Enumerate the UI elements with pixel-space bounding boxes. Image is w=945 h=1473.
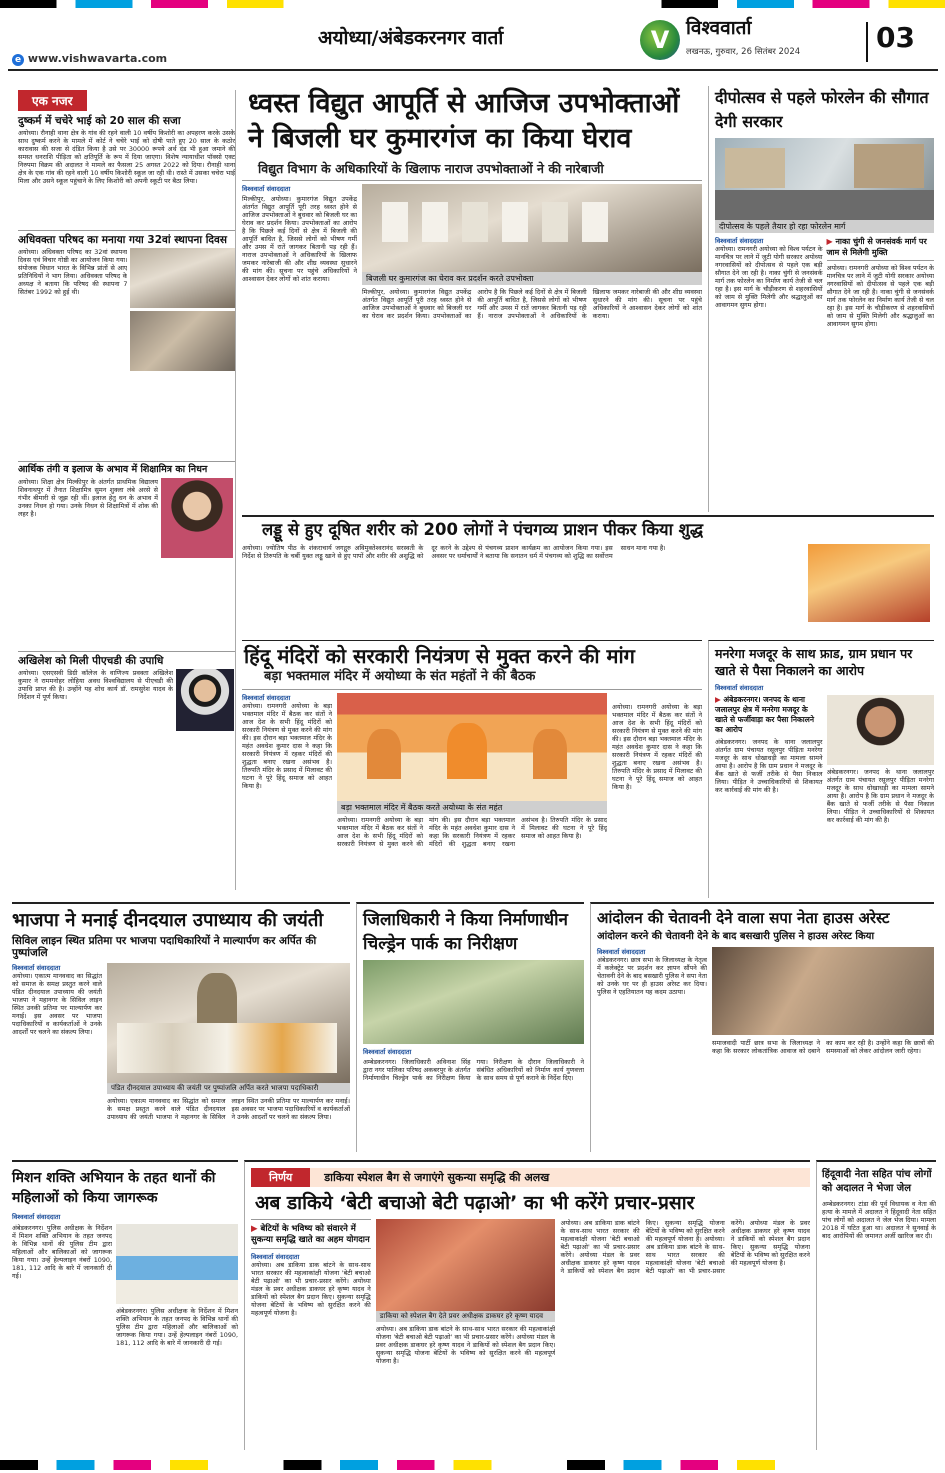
mgnrega-photo [827,695,935,765]
laddu-body: अयोध्या। ज्योतिष पीठ के शंकराचार्य जगद्गुरु अविमुक्तेश्वरानंद सरस्वती के निर्देश से तिरुपति के चर्बी युक्त लड्डू खाने से हुए पापों और शरीर की अशुद्धि को दूर करने के उद्देश्य से पंचगव्य प्राशन कार्यक्रम का आयोजन किया गया। इस अवसर पर धर्माचार्यों ने बताया कि सनातन धर्म में पंचगव्य को शुद्धि का सर्वोत्तम साधन माना गया है। [242,543,666,560]
bjp-headline[interactable]: भाजपा ने मनाई दीनदयाल उपाध्याय की जयंती [12,910,324,931]
dateline: लखनऊ, गुरुवार, 26 सितंबर 2024 [686,47,801,57]
sp-headline[interactable]: आंदोलन की चेतावनी देने वाला सपा नेता हाउस अरेस्ट [597,909,890,927]
temple-headline[interactable]: हिंदू मंदिरों को सरकारी नियंत्रण से मुक्त करने की मांग [244,644,635,668]
akhilesh-photo [176,669,234,731]
park-photo [363,960,584,1044]
story-shikshamitra [18,465,235,648]
post-photo-caption: डाकिया को स्पेशल बैग देते प्रवर अधीक्षक डाकघर हरे कृष्ण यादव [376,1311,556,1322]
ek-nazar-column [18,90,236,890]
park-body: अम्बेडकरनगर। जिलाधिकारी अविनाश सिंह द्वारा नगर पालिका परिषद अकबरपुर के अंतर्गत निर्माणाधीन चिल्ड्रेन पार्क का निरीक्षण किया गया। निरीक्षण के दौरान जिलाधिकारी ने संबंधित अधिकारियों को निर्माण कार्य गुणवत्ता के साथ समय से पूर्ण कराने के निर्देश दिए। [363,1058,584,1082]
fourlane-photo-caption: दीपोत्सव के पहले तैयार हो रहा फोरलेन मार्ग [715,220,934,233]
headline[interactable]: दुष्कर्म में चचेरे भाई को 20 साल की सजा [18,115,181,127]
court-story [816,1160,936,1450]
temple-subheadline: बड़ा भक्तमाल मंदिर में अयोध्या के संत महंतों ने की बैठक [264,669,536,684]
masthead-rule [8,69,938,71]
temple-photo [337,693,607,801]
mgnrega-headline[interactable]: मनरेगा मजदूर के साथ फ्राड, ग्राम प्रधान पर खाते से पैसा निकालने का आरोप [715,646,913,678]
story-dushkarm [18,115,235,227]
post-body-col2: अयोध्या। अब डाकिया डाक बांटने के साथ-साथ भारत सरकार की महत्वाकांक्षी योजना 'बेटी बचाओ बेटी पढ़ाओ' का भी प्रचार-प्रसार करेंगे। अयोध्या मंडल के प्रवर अधीक्षक डाकघर हरे कृष्ण यादव ने डाकियों को स्पेशल बैग प्रदान किए। सुकन्या समृद्धि योजना बेटियों के भविष्य को सुरक्षित करने की महत्वपूर्ण योजना है। [375,1324,556,1365]
website-url[interactable]: www.vishwavarta.com [27,52,168,65]
mission-body-col1: अंबेडकरनगर। पुलिस अधीक्षक के निर्देशन में मिशन शक्ति अभियान के तहत जनपद के विभिन्न थानों की पुलिस टीम द्वारा महिलाओं और बालिकाओं को जागरूक किया गया। उन्हें हेल्पलाइन नंबरों 1090, 181, 112 आदि के बारे में जानकारी दी गई। [12,1224,112,1280]
story-body: अयोध्या। रौनाही थाना क्षेत्र के गांव की रहने वाली 10 वर्षीय किशोरी का अपहरण करके उसके साथ दुष्कर्म करने के मामले में कोर्ट ने चचेरे भाई को दोषी पाते हुए 20 साल के कठोर कारावास की सजा से दंडित किया है उसे पर 30000 रूपये अर्थ दंड भी हुआ जमाने की समस्त धनराशि पीड़िता को क्षतिपूर्ति के रूप में दिया जाएगा। विशेष न्यायाधीश पॉक्सो एक्ट निरुपमा विक्रम की अदालत ने मामले का फैसला 25 अगस्त 2022 को दिया। रौनाही थाना क्षेत्र के एक गांव की रहने वाली 10 वर्षीय किशोरी स्कूल जा रही थी। रास्ते में उसका चचेरा भाई मिला और उसने स्कूल पहुंचाने के लिए किशोरी को अपनी स्कूटी पर बैठा लिया। [18,129,235,186]
bjp-subheadline: सिविल लाइन स्थित प्रतिमा पर भाजपा पदाधिकारियों ने माल्यार्पण कर अर्पित की पुष्पांजलि [12,935,317,960]
mgnrega-story [708,640,934,898]
sp-photo [712,947,934,1035]
lead-headline[interactable]: ध्वस्त विद्युत आपूर्ति से आजिज उपभोक्ताओं ने बिजली घर कुमारगंज का किया घेराव [248,88,680,154]
story-akhilesh-phd [18,655,235,769]
sp-subheadline: आंदोलन करने की चेतावनी देने के बाद बसखारी पुलिस ने हाउस अरेस्ट किया [597,931,875,943]
court-headline[interactable]: हिंदूवादी नेता सहित पांच लोगों को अदालत ने भेजा जेल [822,1169,932,1194]
fourlane-body-col2: अयोध्या। रामनगरी अयोध्या को विश्व पर्यटन के मानचित्र पर लाने में जुटी योगी सरकार अयोध्या नगरवासियों को दीपोत्सव से पहले एक बड़ी सौगात देने जा रही है। नाका चुंगी से जनसंवर्क मार्ग तक फोरलेन का निर्माण कार्य तेजी से चल रहा है। इस मार्ग के चौड़ीकरण से शहरवासियों को जाम से मुक्ति मिलेगी और श्रद्धालुओं का आवागमन सुगम होगा। [826,264,934,328]
post-pull-quote: ▶ बेटियों के भविष्य को संवारने में सुकन्या समृद्धि खाते का अहम योगदान [251,1219,371,1249]
sp-body-col2: समाजवादी पार्टी छात्र सभा के जिलाध्यक्ष ने कहा कि सरकार लोकतांत्रिक आवाज को दबाने का काम कर रही है। उन्होंने कहा कि छात्रों की समस्याओं को लेकर आंदोलन जारी रहेगा। [712,1038,934,1055]
temple-body-col2: अयोध्या। रामनगरी अयोध्या के बड़ा भक्तमाल मंदिर में बैठक कर संतों ने आज देश के सभी हिंदू मंदिरों को सरकारी नियंत्रण से मुक्त करने की मांग की। इस दौरान बड़ा भक्तमाल मंदिर के महंत अवधेश कुमार दास ने कहा कि सरकारी नियंत्रण में रहकर मंदिरों की शुद्धता बनाए रखना असंभव है। तिरुपति मंदिर के प्रसाद में मिलावट की घटना ने पूरे हिंदू समाज को आहत किया है। [337,815,607,848]
temple-photo-caption: बड़ा भक्तमाल मंदिर में बैठक करते अयोध्या के संत महंत [337,801,607,814]
fourlane-photo [715,138,934,220]
park-story [356,902,584,1152]
lead-credit: विश्ववार्ता संवाददाता [242,185,291,194]
bjp-credit: विश्ववार्ता संवाददाता [12,964,61,973]
mission-headline[interactable]: मिशन शक्ति अभियान के तहत थानों की महिलाओं को किया जागरूक [12,1170,216,1206]
sp-credit: विश्ववार्ता संवाददाता [597,947,646,956]
lead-photo-caption: बिजली घर कुमारगंज का घेराव कर प्रदर्शन करते उपभोक्ता [362,272,702,285]
shikshamitra-photo [161,478,233,558]
laddu-story [242,515,934,635]
arrow-icon: ▶ [826,237,833,246]
story-body: अयोध्या। एसएसवी डिग्री कॉलेज के वाणिज्य प्रवक्ता अखिलेश कुमार ने राममनोहर लोहिया अवध विश्वविद्यालय से पीएचडी की उपाधि प्राप्त की है। उन्होंने यह शोध कार्य डॉ. रामसुरेश यादव के निर्देशन में पूर्ण किया। [18,669,173,702]
masthead [0,0,945,70]
post-story [244,1160,810,1450]
laddu-headline[interactable]: लड्डू से हुए दूषित शरीर को 200 लोगों ने पंचगव्य प्राशन पीकर किया शुद्ध [262,520,704,539]
brand-logo: V [640,20,680,60]
mgnrega-body-col1: अंबेडकरनगर। जनपद के थाना जलालपुर अंतर्गत ग्राम पंचायत रसूलपुर पीड़िता मनरेगा मजदूर के साथ धोखाधड़ी का मामला सामने आया है। आरोप है कि ग्राम प्रधान ने मजदूर के बैंक खाते से फर्जी तरीके से पैसा निकाल लिया। पीड़ित ने उच्चाधिकारियों से शिकायत कर कार्रवाई की मांग की है। [715,738,823,794]
mgnrega-credit: विश्ववार्ता संवाददाता [715,684,764,692]
story-adhivakta [18,234,235,458]
mgnrega-pull-quote: ▶ अंबेडकरनगर। जनपद के थाना जलालपुर क्षेत्र में मनरेगा मजदूर के खाते से फर्जीवाड़ा कर पैसा निकालने का आरोप [715,695,814,734]
post-headline[interactable]: अब डाकिये ‘बेटी बचाओ बेटी पढ़ाओ’ का भी करेंगे प्रचार-प्रसार [255,1192,695,1214]
headline[interactable]: अखिलेश को मिली पीएचडी की उपाधि [18,655,164,668]
fourlane-story [708,86,934,512]
mgnrega-body-col2: अंबेडकरनगर। जनपद के थाना जलालपुर अंतर्गत ग्राम पंचायत रसूलपुर पीड़िता मनरेगा मजदूर के साथ धोखाधड़ी का मामला सामने आया है। आरोप है कि ग्राम प्रधान ने मजदूर के बैंक खाते से फर्जी तरीके से पैसा निकाल लिया। पीड़ित ने उच्चाधिकारियों से शिकायत कर कार्रवाई की मांग की है। [826,768,934,824]
post-body-col1: अयोध्या। अब डाकिया डाक बांटने के साथ-साथ भारत सरकार की महत्वाकांक्षी योजना 'बेटी बचाओ बेटी पढ़ाओ' का भी प्रचार-प्रसार करेंगे। अयोध्या मंडल के प्रवर अधीक्षक डाकघर हरे कृष्ण यादव ने डाकियों को स्पेशल बैग प्रदान किए। सुकन्या समृद्धि योजना बेटियों के भविष्य को सुरक्षित करने की महत्वपूर्ण योजना है। [251,1260,371,1317]
story-body: अयोध्या। अधिवक्ता परिषद का 32वां स्थापना दिवस एवं विचार गोष्ठी का आयोजन किया गया। संयोजक विधान भारत के विभिन्न प्रांतों से आए प्रतिनिधियों ने भाग लिया। अधिवक्ता परिषद के अध्यक्ष ने बताया कि परिषद की स्थापना 7 सितंबर 1992 को हुई थी। [18,248,128,297]
headline[interactable]: आर्थिक तंगी व इलाज के अभाव में शिक्षामित्र का निधन [18,464,208,476]
temple-body-col1: अयोध्या। रामनगरी अयोध्या के बड़ा भक्तमाल मंदिर में बैठक कर संतों ने आज देश के सभी हिंदू मंदिरों को सरकारी नियंत्रण से मुक्त करने की मांग की। इस दौरान बड़ा भक्तमाल मंदिर के महंत अवधेश कुमार दास ने कहा कि सरकारी नियंत्रण में रहकर मंदिरों की शुद्धता बनाए रखना असंभव है। तिरुपति मंदिर के प्रसाद में मिलावट की घटना ने पूरे हिंदू समाज को आहत किया है। [242,701,332,790]
laddu-photo [808,544,930,622]
post-body-col3: अयोध्या। अब डाकिया डाक बांटने के साथ-साथ भारत सरकार की महत्वाकांक्षी योजना 'बेटी बचाओ बेटी पढ़ाओ' का भी प्रचार-प्रसार करेंगे। अयोध्या मंडल के प्रवर अधीक्षक डाकघर हरे कृष्ण यादव ने डाकियों को स्पेशल बैग प्रदान किए। सुकन्या समृद्धि योजना बेटियों के भविष्य को सुरक्षित करने की महत्वपूर्ण योजना है। अयोध्या। अब डाकिया डाक बांटने के साथ-साथ भारत सरकार की महत्वाकांक्षी योजना 'बेटी बचाओ बेटी पढ़ाओ' का भी प्रचार-प्रसार करेंगे। अयोध्या मंडल के प्रवर अधीक्षक डाकघर हरे कृष्ण यादव ने डाकियों को स्पेशल बैग प्रदान किए। सुकन्या समृद्धि योजना बेटियों के भविष्य को सुरक्षित करने की महत्वपूर्ण योजना है। [560,1218,810,1275]
temple-body-col3: अयोध्या। रामनगरी अयोध्या के बड़ा भक्तमाल मंदिर में बैठक कर संतों ने आज देश के सभी हिंदू मंदिरों को सरकारी नियंत्रण से मुक्त करने की मांग की। इस दौरान बड़ा भक्तमाल मंदिर के महंत अवधेश कुमार दास ने कहा कि सरकारी नियंत्रण में रहकर मंदिरों की शुद्धता बनाए रखना असंभव है। तिरुपति मंदिर के प्रसाद में मिलावट की घटना ने पूरे हिंदू समाज को आहत किया है। [612,702,702,791]
arrow-icon: ▶ [251,1223,258,1234]
adhivakta-photo-1 [130,248,235,308]
sp-body-col1: अंबेडकरनगर। छात्र सभा के जिलाध्यक्ष के नेतृत्व में कलेक्ट्रेट पर प्रदर्शन कर ज्ञापन सौंपने की चेतावनी देने के बाद बसखारी पुलिस ने सपा नेता को उनके घर पर ही हाउस अरेस्ट कर दिया। पुलिस ने एहतियातन यह कदम उठाया। [597,955,707,996]
lead-body-col1: मिल्कीपुर, अयोध्या। कुमारगंज विद्युत उपकेंद्र अंतर्गत विद्युत आपूर्ति पूरी तरह ध्वस्त होने से आजिज उपभोक्ताओं ने बुधवार को बिजली घर का घेराव कर प्रदर्शन किया। उपभोक्ताओं का आरोप है कि पिछले कई दिनों से क्षेत्र में बिजली की आपूर्ति बाधित है, जिससे लोगों को भीषण गर्मी और उमस में रातें जागकर बितानी पड़ रही हैं। नाराज उपभोक्ताओं ने अधिकारियों के खिलाफ जमकर नारेबाजी की और शीघ्र व्यवस्था सुधारने की मांग की। सूचना पर पहुंचे अधिकारियों ने आश्वासन देकर लोगों को शांत कराया। [242,195,357,284]
fourlane-body-col1: अयोध्या। रामनगरी अयोध्या को विश्व पर्यटन के मानचित्र पर लाने में जुटी योगी सरकार अयोध्या नगरवासियों को दीपोत्सव से पहले एक बड़ी सौगात देने जा रही है। नाका चुंगी से जनसंवर्क मार्ग तक फोरलेन का निर्माण कार्य तेजी से चल रहा है। इस मार्ग के चौड़ीकरण से शहरवासियों को जाम से मुक्ति मिलेगी और श्रद्धालुओं का आवागमन सुगम होगा। [715,245,823,309]
headline[interactable]: अधिवक्ता परिषद का मनाया गया 32वां स्थापना दिवस [18,234,227,247]
temple-story [242,640,702,898]
mission-credit: विश्ववार्ता संवाददाता [12,1213,61,1221]
lead-photo [362,184,702,272]
bjp-photo-caption: पंडित दीनदयाल उपाध्याय की जयंती पर पुष्पांजलि अर्पित करते भाजपा पदाधिकारी [107,1083,350,1094]
mission-story [12,1160,238,1450]
bjp-photo [107,963,350,1083]
park-headline[interactable]: जिलाधिकारी ने किया निर्माणाधीन चिल्ड्रेन पार्क का निरीक्षण [363,910,568,954]
ek-nazar-label: एक नजर [18,90,87,111]
fourlane-headline[interactable]: दीपोत्सव से पहले फोरलेन की सौगात देगी सरकार [715,88,929,131]
bjp-body-col2: अयोध्या। एकात्म मानववाद का सिद्धांत को समाज के समक्ष प्रस्तुत करने वाले पंडित दीनदयाल उपाध्याय की जयंती भाजपा ने महानगर के सिविल लाइन स्थित उनकी प्रतिमा पर माल्यार्पण कर मनाई। इस अवसर पर भाजपा पदाधिकारियों व कार्यकर्ताओं ने उनके आदर्शों पर चलने का संकल्प लिया। [107,1097,350,1122]
arrow-icon: ▶ [715,695,721,704]
adhivakta-photo-2 [130,311,235,371]
bjp-body-col1: अयोध्या। एकात्म मानववाद का सिद्धांत को समाज के समक्ष प्रस्तुत करने वाले पंडित दीनदयाल उपाध्याय की जयंती भाजपा ने महानगर के सिविल लाइन स्थित उनकी प्रतिमा पर माल्यार्पण कर मनाई। इस अवसर पर भाजपा पदाधिकारियों व कार्यकर्ताओं ने उनके आदर्शों पर चलने का संकल्प लिया। [12,972,102,1037]
internet-icon: e [12,54,24,66]
mission-photo [116,1224,238,1304]
fourlane-pull-quote: ▶ नाका चुंगी से जनसंवर्क मार्ग पर जाम से मिलेगी मुक्ति [827,236,935,261]
post-credit: विश्ववार्ता संवाददाता [251,1252,300,1261]
page-number: 03 [876,21,915,54]
color-registration-strip [0,0,945,8]
website-row [12,52,167,66]
decision-tag: निर्णय [251,1168,310,1187]
page-divider [866,22,868,62]
post-kicker: डाकिया स्पेशल बैग से जगाएंगे सुकन्या समृद्धि की अलख [310,1168,810,1187]
footer-color-strip [0,1460,945,1470]
section-title: अयोध्या/अंबेडकरनगर वार्ता [318,27,504,49]
lead-subheadline: विद्युत विभाग के अधिकारियों के खिलाफ नाराज उपभोक्ताओं ने की नारेबाजी [258,161,604,176]
park-credit: विश्ववार्ता संवाददाता [363,1048,412,1056]
lead-story [242,86,702,512]
temple-credit: विश्ववार्ता संवाददाता [242,693,291,702]
mission-body-col2: अंबेडकरनगर। पुलिस अधीक्षक के निर्देशन में मिशन शक्ति अभियान के तहत जनपद के विभिन्न थानों की पुलिस टीम द्वारा महिलाओं और बालिकाओं को जागरूक किया गया। उन्हें हेल्पलाइन नंबरों 1090, 181, 112 आदि के बारे में जानकारी दी गई। [116,1307,238,1347]
post-photo [376,1219,556,1311]
bjp-story [12,902,350,1152]
lead-body-col2: मिल्कीपुर, अयोध्या। कुमारगंज विद्युत उपकेंद्र अंतर्गत विद्युत आपूर्ति पूरी तरह ध्वस्त होने से आजिज उपभोक्ताओं ने बुधवार को बिजली घर का घेराव कर प्रदर्शन किया। उपभोक्ताओं का आरोप है कि पिछले कई दिनों से क्षेत्र में बिजली की आपूर्ति बाधित है, जिससे लोगों को भीषण गर्मी और उमस में रातें जागकर बितानी पड़ रही हैं। नाराज उपभोक्ताओं ने अधिकारियों के खिलाफ जमकर नारेबाजी की और शीघ्र व्यवस्था सुधारने की मांग की। सूचना पर पहुंचे अधिकारियों ने आश्वासन देकर लोगों को शांत कराया। [362,288,702,321]
fourlane-credit: विश्ववार्ता संवाददाता [715,237,764,245]
court-body: अम्बेडकरनगर। टांडा की पूर्व विधायक व नेता की हत्या के मामले में अदालत ने हिंदूवादी नेता सहित पांच लोगों को अदालत ने जेल भेज दिया। मामला 2018 में घटित हुआ था। अदालत ने सुनवाई के बाद आरोपियों की जमानत अर्जी खारिज कर दी। [822,1200,936,1240]
story-body: अयोध्या। शिक्षा क्षेत्र मिल्कीपुर के अंतर्गत प्राथमिक विद्यालय शिवनाथपुर में तैनात शिक्षामित्र सुमन शुक्ला लंबे अरसे से गंभीर बीमारी से जूझ रही थीं। इलाज हेतु धन के अभाव में उनका निधन हो गया। उनके निधन से शिक्षामित्रों में शोक की लहर है। [18,478,158,519]
sp-story [590,902,934,1152]
brand-name: विश्ववार्ता [686,17,752,39]
